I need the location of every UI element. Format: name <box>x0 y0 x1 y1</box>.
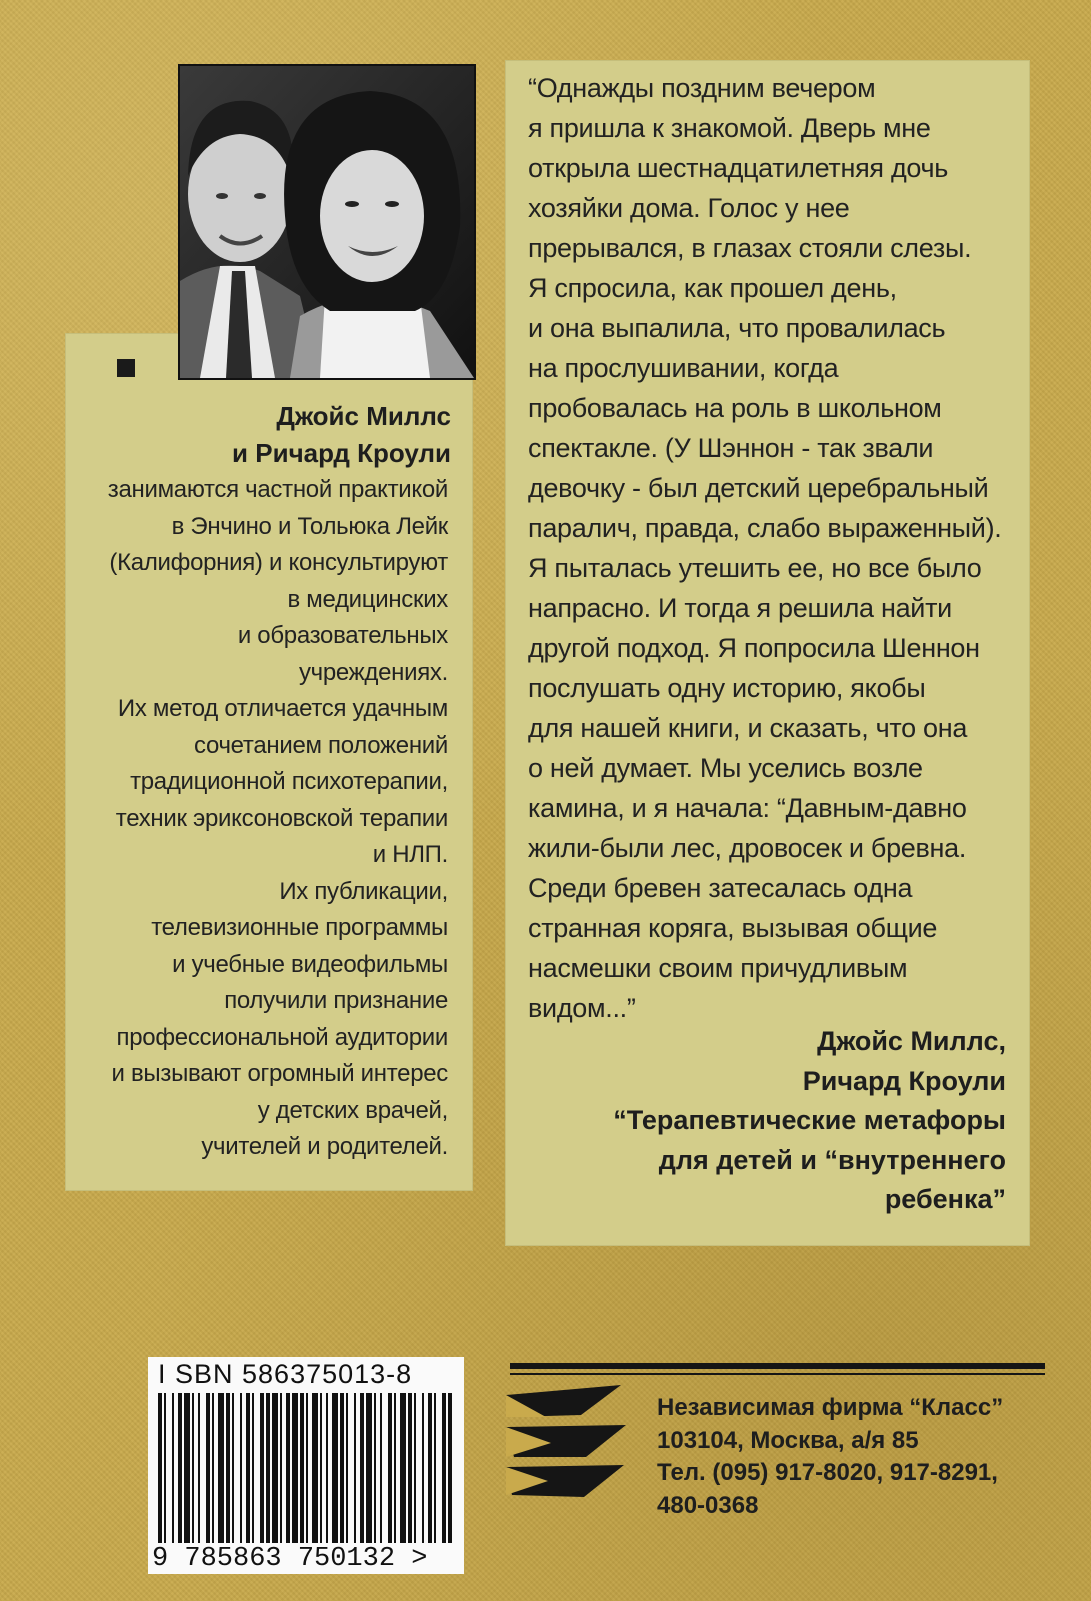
publisher-line: 480-0368 <box>657 1491 759 1519</box>
bio-line: учреждениях. <box>298 658 448 686</box>
attribution-line: для детей и “внутреннего <box>658 1144 1006 1175</box>
excerpt-line: на прослушивании, когда <box>528 353 839 383</box>
divider-rule-thin <box>510 1373 1045 1375</box>
author-heading-line: и Ричард Кроули <box>232 438 451 468</box>
author-photo <box>178 64 476 380</box>
excerpt-text <box>528 68 1028 1028</box>
excerpt-line: другой подход. Я попросила Шеннон <box>528 633 980 663</box>
excerpt-line: открыла шестнадцатилетняя дочь <box>528 153 949 183</box>
bio-line: в Энчино и Тольюка Лейк <box>171 512 448 540</box>
bio-line: занимаются частной практикой <box>107 476 448 503</box>
bio-line: Их публикации, <box>279 877 448 905</box>
excerpt-line: Среди бревен затесалась одна <box>528 873 913 903</box>
bio-line: и НЛП. <box>372 841 448 868</box>
bio-line: и образовательных <box>237 622 448 649</box>
bio-line: и учебные видеофильмы <box>172 950 448 978</box>
bullet-square-icon <box>117 359 135 377</box>
bio-line: (Калифорния) и консультируют <box>109 549 448 576</box>
publisher-line: 103104, Москва, а/я 85 <box>657 1426 919 1454</box>
author-names-heading <box>91 398 451 472</box>
bio-line: в медицинских <box>287 585 448 613</box>
isbn-label: I SBN 586375013-8 <box>158 1359 413 1389</box>
excerpt-line: странная коряга, вызывая общие <box>528 913 938 943</box>
excerpt-line: насмешки своим причудливым <box>528 953 908 983</box>
attribution-line: “Терапевтические метафоры <box>613 1105 1006 1135</box>
attribution-line: Ричард Кроули <box>802 1065 1006 1096</box>
excerpt-line: о ней думает. Мы уселись возле <box>528 753 923 783</box>
author-heading-line: Джойс Миллс <box>276 401 451 431</box>
excerpt-line: спектакле. (У Шэннон - так звали <box>528 433 934 463</box>
bio-line: у детских врачей, <box>257 1096 448 1124</box>
excerpt-line: хозяйки дома. Голос у нее <box>528 193 850 223</box>
excerpt-line: паралич, правда, слабо выраженный). <box>528 513 1002 543</box>
attribution-line: ребенка” <box>884 1184 1006 1214</box>
excerpt-line: девочку - был детский церебральный <box>528 473 989 503</box>
bio-line: Их метод отличается удачным <box>117 695 448 722</box>
isbn-barcode <box>148 1357 464 1574</box>
excerpt-line: послушать одну историю, якобы <box>528 673 926 703</box>
bio-line: техник эриксоновской терапии <box>115 804 448 832</box>
excerpt-line: напрасно. И тогда я решила найти <box>528 593 952 623</box>
barcode-number: 9 785863 750132 > <box>152 1544 428 1574</box>
bio-line: и вызывают огромный интерес <box>111 1060 448 1087</box>
attribution-line: Джойс Миллс, <box>817 1026 1006 1056</box>
excerpt-line: жили-были лес, дровосек и бревна. <box>528 833 967 863</box>
excerpt-line: и она выпалила, что провалилась <box>528 313 946 343</box>
excerpt-line: прерывался, в глазах стояли слезы. <box>528 233 972 263</box>
publisher-line: Независимая фирма “Класс” <box>657 1394 1004 1421</box>
excerpt-line: видом...” <box>528 993 636 1023</box>
excerpt-line: для нашей книги, и сказать, что она <box>528 713 968 743</box>
excerpt-line: камина, и я начала: “Давным-давно <box>528 793 967 823</box>
barcode-bars <box>158 1393 454 1543</box>
publisher-logo-icon <box>506 1385 631 1497</box>
divider-rule <box>510 1363 1045 1369</box>
excerpt-line: пробовалась на роль в школьном <box>528 393 942 423</box>
bio-line: профессиональной аудитории <box>116 1023 448 1051</box>
excerpt-line: я пришла к знакомой. Дверь мне <box>528 113 931 143</box>
publisher-info <box>657 1392 1057 1522</box>
bio-line: получили признание <box>224 987 448 1014</box>
excerpt-line: Я спросила, как прошел день, <box>528 273 897 303</box>
excerpt-line: “Однажды поздним вечером <box>528 73 876 103</box>
bio-line: сочетанием положений <box>193 731 448 759</box>
author-bio-text <box>48 472 448 1166</box>
publisher-line: Тел. (095) 917-8020, 917-8291, <box>657 1459 998 1486</box>
excerpt-line: Я пыталась утешить ее, но все было <box>528 553 982 583</box>
bio-line: телевизионные программы <box>151 914 448 941</box>
bio-line: учителей и родителей. <box>201 1133 448 1160</box>
bio-line: традиционной психотерапии, <box>130 768 448 795</box>
excerpt-attribution <box>546 1022 1006 1220</box>
